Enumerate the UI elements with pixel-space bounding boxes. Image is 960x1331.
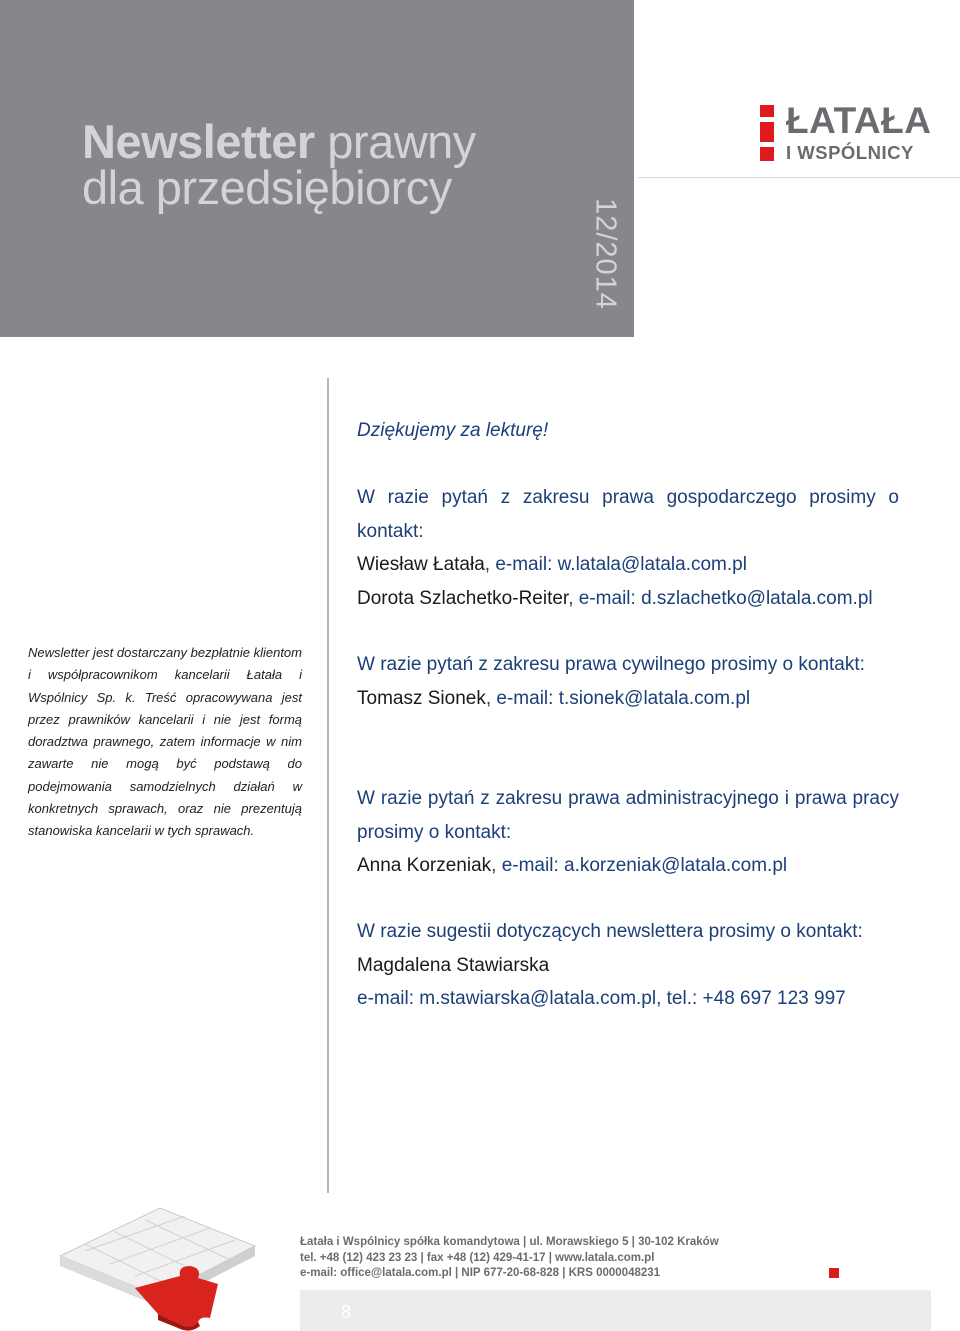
thanks-text: Dziękujemy za lekturę! <box>357 420 549 441</box>
footer-line[interactable]: e-mail: office@latala.com.pl | NIP 677-20-68-828 | KRS 0000048231 <box>300 1267 661 1279</box>
title-light: prawny <box>327 115 476 168</box>
section-question: W razie pytań z zakresu prawa cywilnego prosimy o kontakt: <box>357 654 865 675</box>
footer-band <box>300 1290 931 1331</box>
contact-section-commercial <box>357 481 899 615</box>
contact-line <box>357 849 899 883</box>
contact-line <box>357 949 899 983</box>
contact-name: Magdalena Stawiarska <box>357 954 550 976</box>
contact-name: Wiesław Łatała <box>357 554 485 575</box>
newsletter-subtitle: dla przedsiębiorcy <box>82 161 452 214</box>
contact-line <box>357 682 899 716</box>
contact-section-feedback <box>357 915 899 1016</box>
logo-name: ŁATAŁA <box>786 100 932 141</box>
contact-detail[interactable]: , e-mail: w.latala@latala.com.pl <box>484 554 747 575</box>
column-divider <box>327 378 329 1193</box>
section-question: W razie sugestii dotyczących newslettera prosimy o kontakt: <box>357 921 863 942</box>
section-question: W razie pytań z zakresu prawa gospodarczego prosimy o kontakt: <box>357 487 899 542</box>
disclaimer-text: Newsletter jest dostarczany bezpłatnie klientom i współpracownikom kancelarii Łatała i Wspólnicy Sp. k. Treść opracowywana jest przez prawników kancelarii i nie jest formą doradztwa prawnego, zatem informacje w nim zawarte nie mogą być podstawą do podejmowania samodzielnych działań w konkretnych sprawach, oraz nie prezentują stanowiska kancelarii w tych sprawach. <box>28 645 302 839</box>
logo-mark-icon <box>760 105 774 161</box>
contact-section-administrative <box>357 782 899 883</box>
contact-detail[interactable]: , e-mail: t.sionek@latala.com.pl <box>485 687 751 709</box>
contact-name: Dorota Szlachetko-Reiter <box>357 587 569 609</box>
footer-square-icon <box>829 1268 839 1278</box>
issue-number: 12/2014 <box>589 198 622 310</box>
puzzle-icon <box>40 1196 272 1331</box>
logo-subtitle: I WSPÓLNICY <box>786 142 914 163</box>
footer-line[interactable]: tel. +48 (12) 423 23 23 | fax +48 (12) 429-41-17 | www.latala.com.pl <box>300 1251 655 1264</box>
footer-line: Łatała i Wspólnicy spółka komandytowa | ul. Morawskiego 5 | 30-102 Kraków <box>300 1236 719 1248</box>
contact-line <box>357 548 899 582</box>
contact-line <box>357 582 899 616</box>
contact-line <box>357 982 899 1016</box>
contact-name: Anna Korzeniak <box>357 855 492 876</box>
contact-name: Tomasz Sionek <box>357 687 486 709</box>
contact-detail[interactable]: , e-mail: d.szlachetko@latala.com.pl <box>568 587 873 609</box>
contact-detail[interactable]: e-mail: m.stawiarska@latala.com.pl, tel.: +48 697 123 997 <box>357 988 846 1009</box>
section-question: W razie pytań z zakresu prawa administracyjnego i prawa pracy prosimy o kontakt: <box>357 788 899 843</box>
footer-address <box>300 1235 719 1282</box>
title-bold: Newsletter <box>82 115 315 168</box>
logo-divider <box>638 177 960 178</box>
contact-section-civil <box>357 648 899 715</box>
page-number: 8 <box>341 1302 352 1322</box>
contact-detail[interactable]: , e-mail: a.korzeniak@latala.com.pl <box>491 855 788 876</box>
